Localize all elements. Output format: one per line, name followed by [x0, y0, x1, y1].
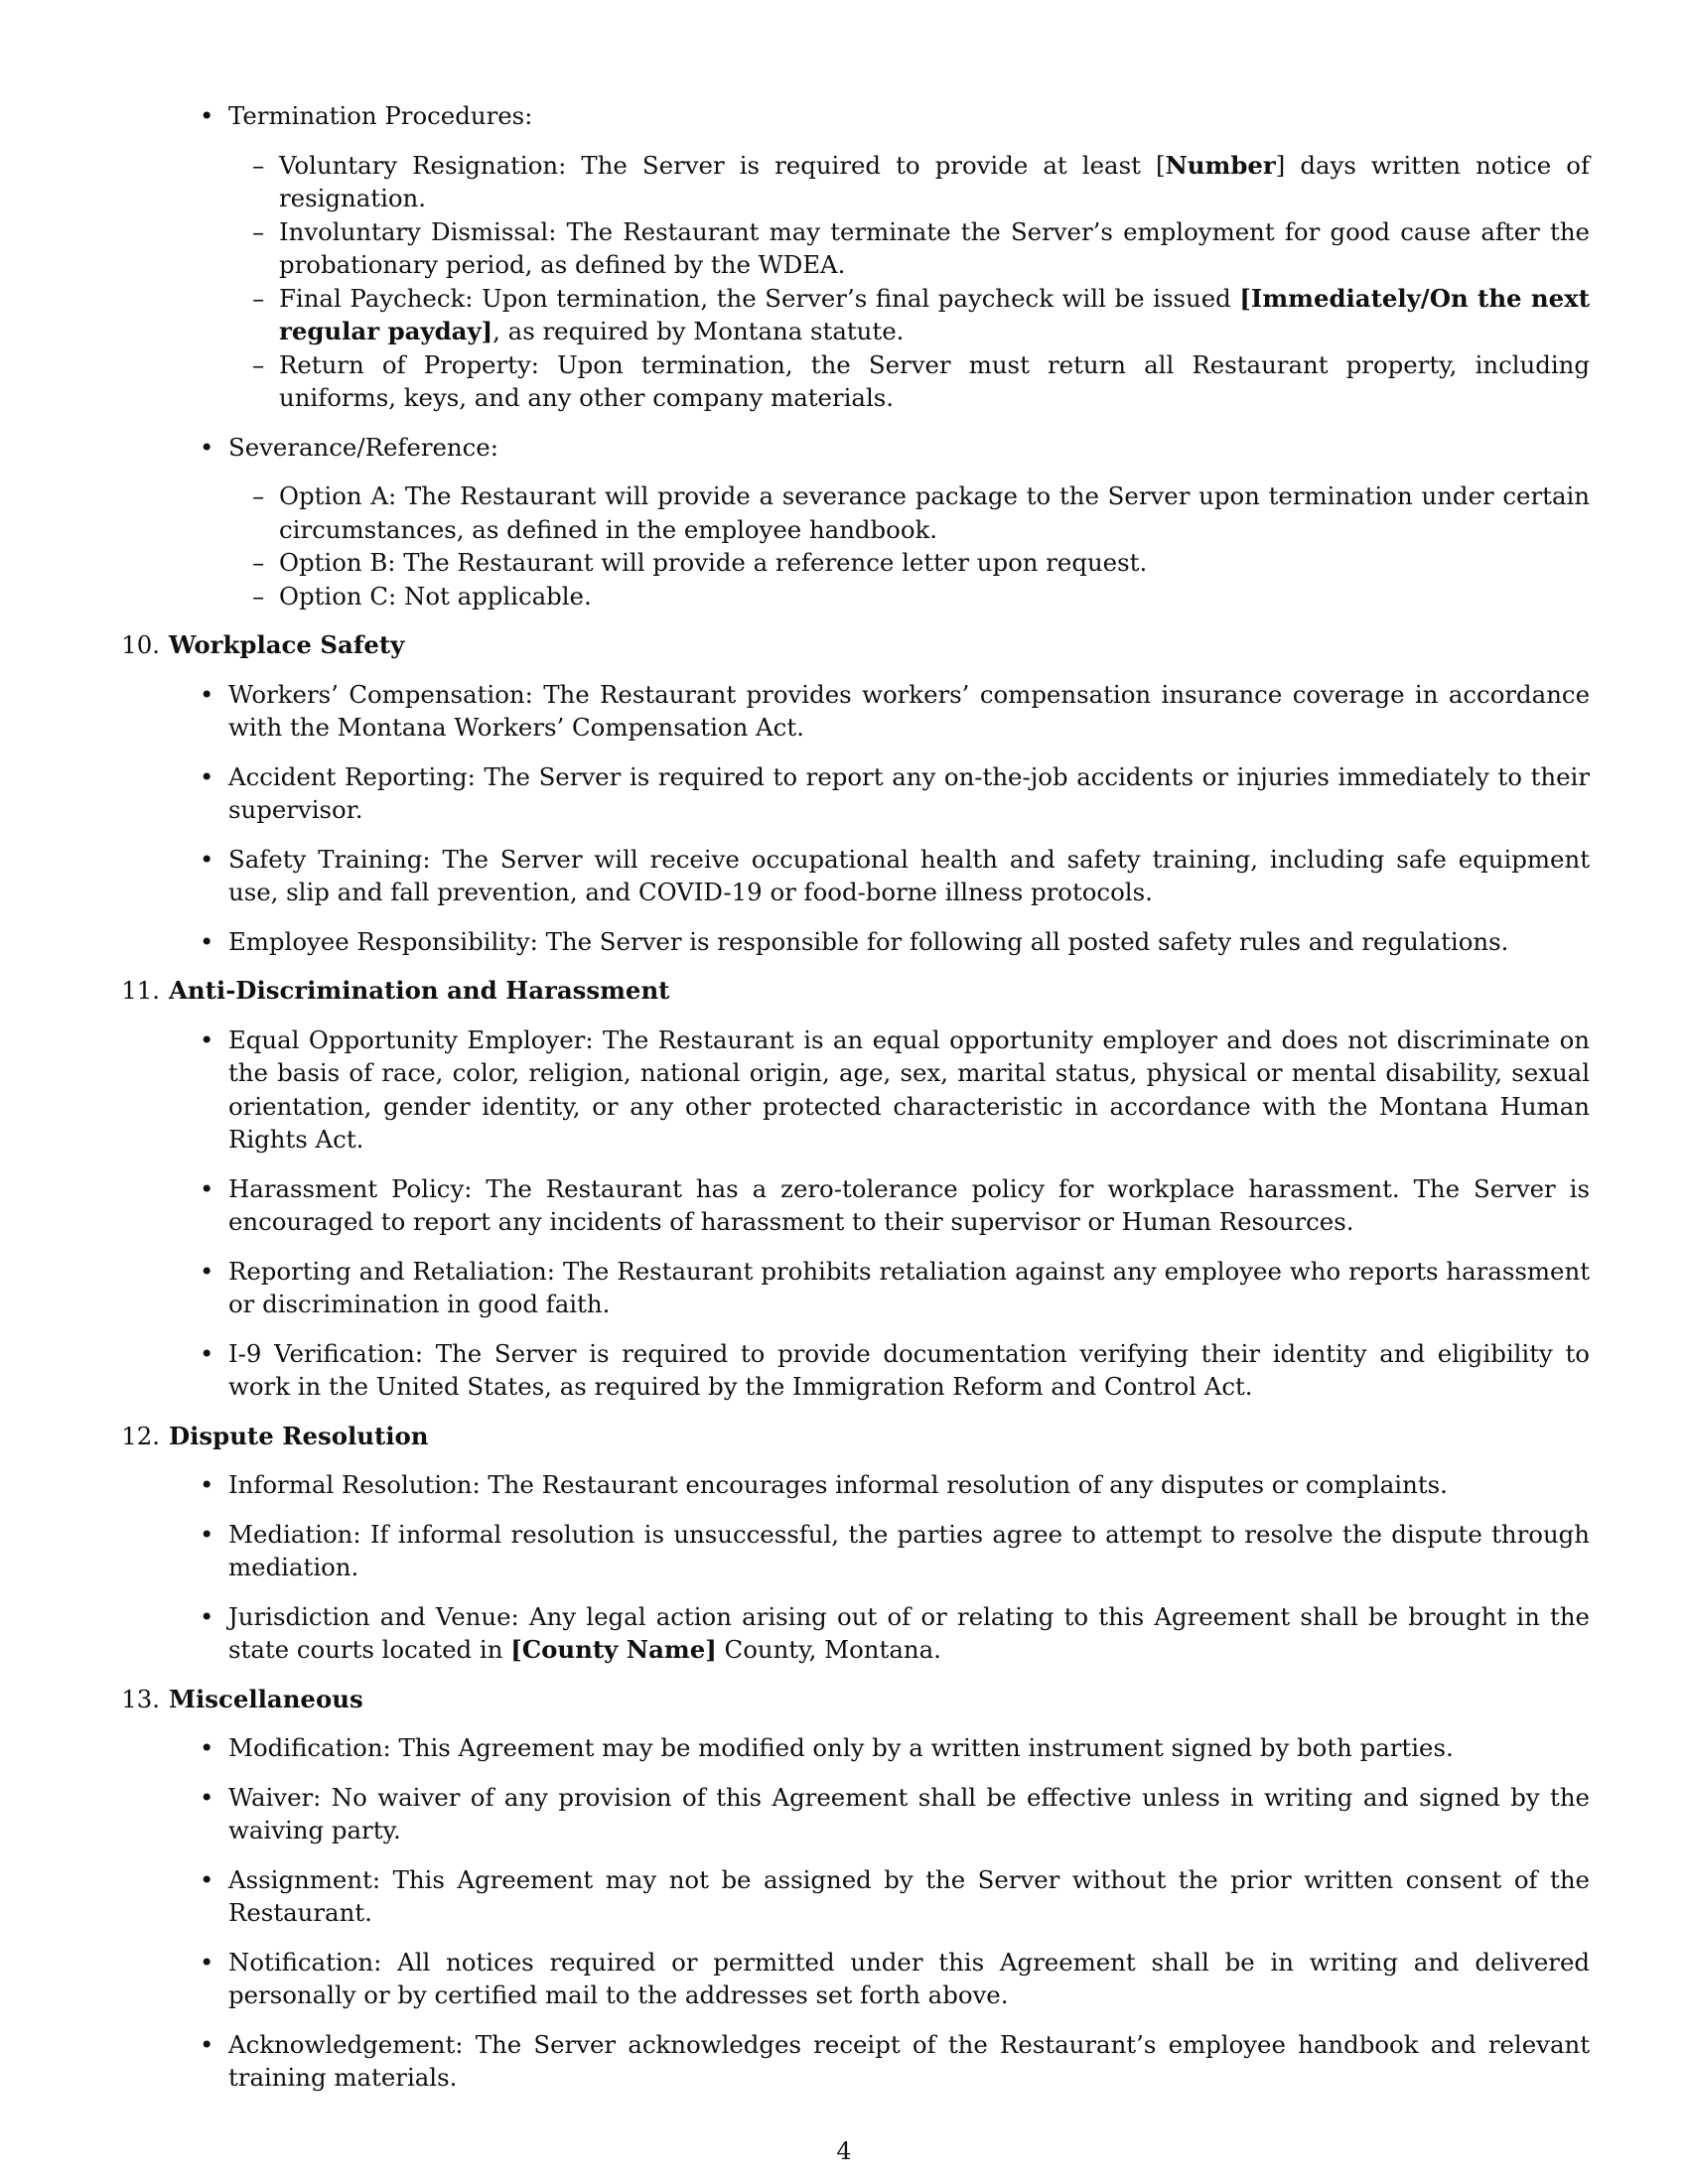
section-number: 11.: [121, 976, 160, 1005]
bullet-harassment-policy: • Harassment Policy: The Restaurant has a zero-tolerance policy for workplace harassment. The Server is encouraged to report any incidents of harassment to their supervisor or Human Resources.: [116, 1172, 1590, 1239]
severance-sublist: [228, 479, 1590, 613]
jurisdiction-text: Jurisdiction and Venue: Any legal action arising out of or relating to this Agreement shall be brought in the state courts located in: [228, 1601, 1590, 1664]
page-number: 4: [836, 2137, 852, 2165]
bullet-modification: • Modification: This Agreement may be modified only by a written instrument signed by both parties.: [116, 1731, 1590, 1765]
bullet-assignment: • Assignment: This Agreement may not be assigned by the Server without the prior written consent of the Restaurant.: [116, 1863, 1590, 1930]
voluntary-resignation-item: [228, 149, 1590, 215]
county-name-placeholder: [County Name]: [510, 1635, 717, 1664]
option-c-item: – Option C: Not applicable.: [228, 580, 1590, 614]
section-title: Miscellaneous: [169, 1684, 363, 1713]
final-paycheck-text-end: , as required by Montana statute.: [492, 317, 905, 345]
number-placeholder: Number: [1165, 150, 1276, 180]
section-number: 13.: [121, 1684, 160, 1713]
section-anti-discrimination: [116, 974, 1590, 1008]
bullet-workers-compensation: • Workers’ Compensation: The Restaurant provides workers’ compensation insurance coverage in accordance with the Montana Workers’ Compensation Act.: [116, 678, 1590, 745]
bullet-safety-training: • Safety Training: The Server will receive occupational health and safety training, including safe equipment use, slip and fall prevention, and COVID-19 or food-borne illness protocols.: [116, 843, 1590, 909]
voluntary-resignation-text: Voluntary Resignation: The Server is required to provide at least [: [279, 150, 1166, 180]
final-paycheck-item: [228, 282, 1590, 348]
section-workplace-safety: [116, 628, 1590, 662]
bullet-reporting-retaliation: • Reporting and Retaliation: The Restaurant prohibits retaliation against any employee who reports harassment or discrimination in good faith.: [116, 1255, 1590, 1321]
section-miscellaneous: [116, 1683, 1590, 1716]
option-b-item: – Option B: The Restaurant will provide a reference letter upon request.: [228, 546, 1590, 580]
bullet-equal-opportunity: • Equal Opportunity Employer: The Restaurant is an equal opportunity employer and does not discriminate on the basis of race, color, religion, national origin, age, sex, marital status, physical or mental disability, sexual orientation, gender identity, or any other protected characteristic in accordance with the Montana Human Rights Act.: [116, 1024, 1590, 1157]
bullet-mediation: • Mediation: If informal resolution is unsuccessful, the parties agree to attempt to resolve the dispute through mediation.: [116, 1518, 1590, 1584]
section-title: Workplace Safety: [169, 630, 405, 659]
section-title: Anti-Discrimination and Harassment: [169, 976, 670, 1005]
section-dispute-resolution: [116, 1420, 1590, 1453]
final-paycheck-text: Final Paycheck: Upon termination, the Server’s final paycheck will be issued: [279, 283, 1240, 313]
page-content: [116, 99, 1590, 2111]
bullet-informal-resolution: • Informal Resolution: The Restaurant encourages informal resolution of any disputes or complaints.: [116, 1468, 1590, 1502]
severance-reference-label: Severance/Reference:: [228, 432, 498, 462]
bullet-jurisdiction-venue: [116, 1600, 1590, 1667]
return-of-property-text: Return of Property: Upon termination, the Server must return all Restaurant property, including uniforms, keys, and any other company materials.: [279, 349, 1590, 412]
bullet-i9-verification: • I-9 Verification: The Server is required to provide documentation verifying their identity and eligibility to work in the United States, as required by the Immigration Reform and Control Act.: [116, 1337, 1590, 1404]
involuntary-dismissal-item: [228, 215, 1590, 282]
bullet-accident-reporting: • Accident Reporting: The Server is required to report any on-the-job accidents or injuries immediately to their supervisor.: [116, 760, 1590, 827]
section-number: 12.: [121, 1421, 160, 1450]
bullet-employee-responsibility: • Employee Responsibility: The Server is responsible for following all posted safety rules and regulations.: [116, 925, 1590, 959]
jurisdiction-text-end: County, Montana.: [716, 1635, 941, 1664]
bullet-waiver: • Waiver: No waiver of any provision of this Agreement shall be effective unless in writing and signed by the waiving party.: [116, 1781, 1590, 1847]
severance-reference-item: [116, 431, 1590, 614]
involuntary-dismissal-text: Involuntary Dismissal: The Restaurant may terminate the Server’s employment for good cause after the probationary period, as defined by the WDEA.: [279, 216, 1590, 279]
termination-procedures-item: [116, 99, 1590, 415]
termination-sublist: [228, 149, 1590, 415]
section-title: Dispute Resolution: [169, 1421, 429, 1450]
bullet-acknowledgement: • Acknowledgement: The Server acknowledges receipt of the Restaurant’s employee handbook and relevant training materials.: [116, 2028, 1590, 2095]
termination-procedures-label: Termination Procedures:: [228, 101, 533, 130]
payday-placeholder: [Immediately/On the next regular payday]: [279, 283, 1590, 345]
voluntary-resignation-text-end: ] days written notice of resignation.: [279, 150, 1590, 212]
option-a-item: – Option A: The Restaurant will provide a severance package to the Server upon termination under certain circumstances, as defined in the employee handbook.: [228, 479, 1590, 546]
section-number: 10.: [121, 630, 160, 659]
return-of-property-item: [228, 348, 1590, 415]
bullet-notification: • Notification: All notices required or permitted under this Agreement shall be in writing and delivered personally or by certified mail to the addresses set forth above.: [116, 1946, 1590, 2012]
